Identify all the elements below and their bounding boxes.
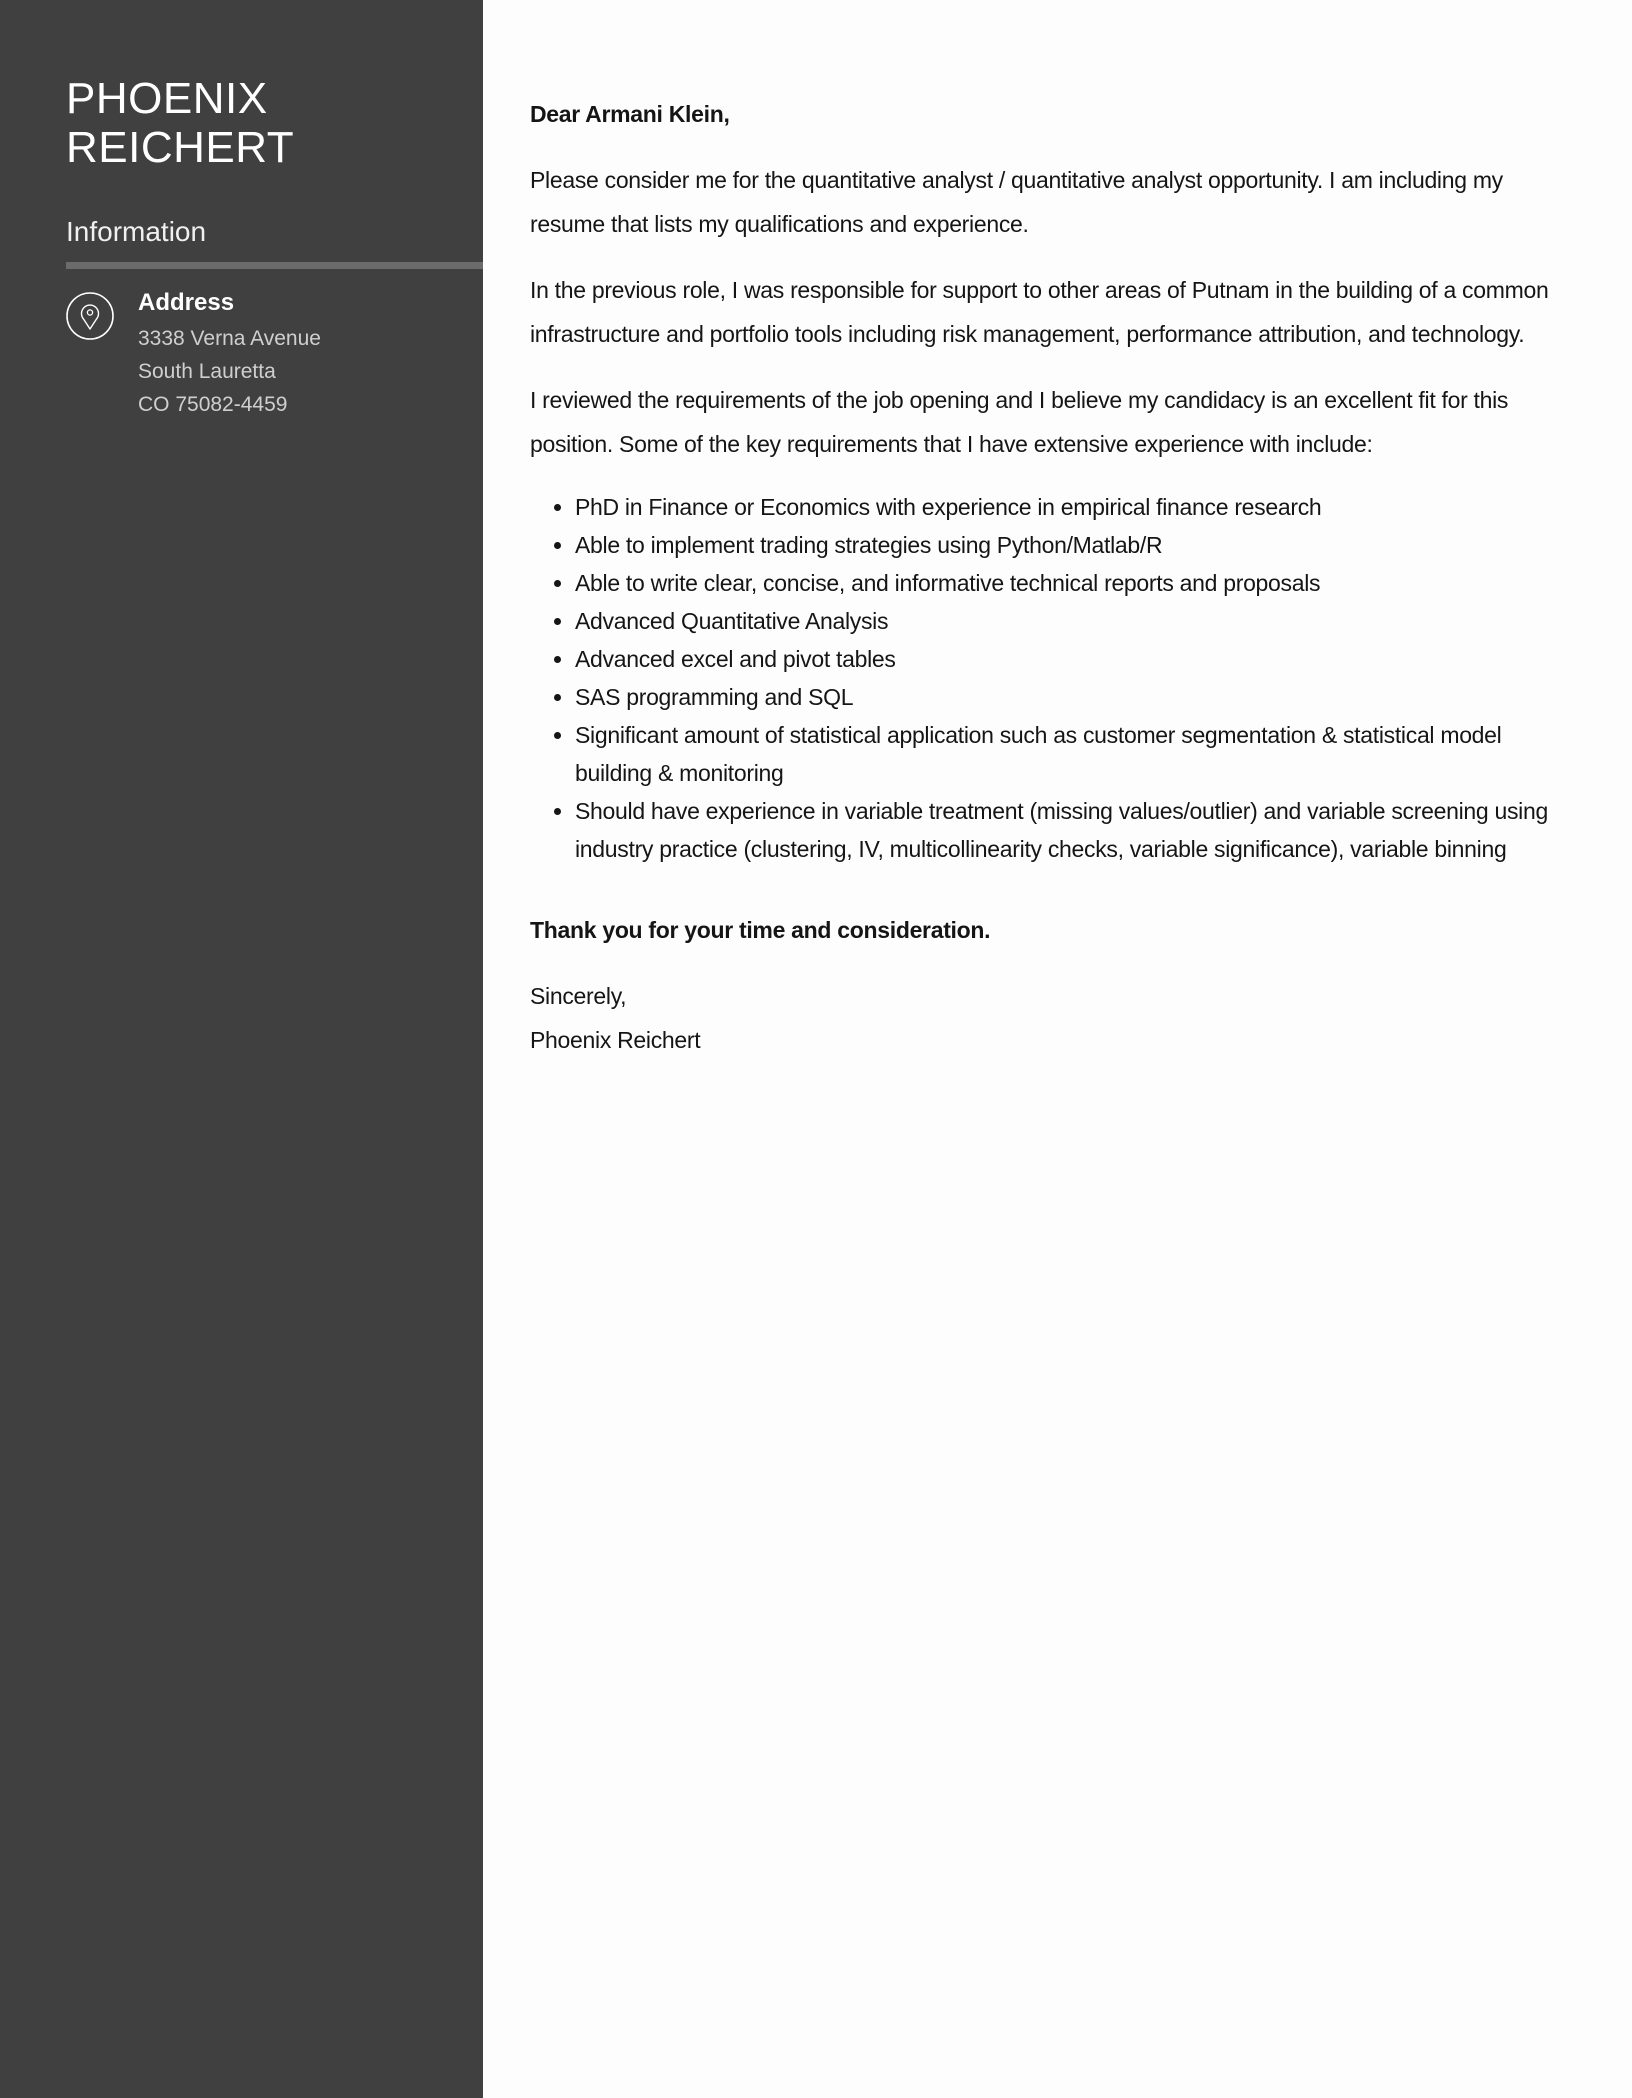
list-item: • Advanced excel and pivot tables [575,640,1575,678]
address-label: Address [138,289,235,316]
list-item: • Significant amount of statistical application such as customer segmentation & statistical model building & monitoring [575,716,1575,792]
letter-body [530,92,1575,1062]
list-item: • Able to write clear, concise, and informative technical reports and proposals [575,564,1575,602]
information-heading: Information [66,216,207,247]
paragraph: Please consider me for the quantitative analyst / quantitative analyst opportunity. I am including my resume that lists my qualifications and experience. [530,167,1503,237]
signature-block [530,974,1575,1062]
list-item: • Able to implement trading strategies using Python/Matlab/R [575,526,1575,564]
list-item: • Should have experience in variable treatment (missing values/outlier) and variable screening using industry practice (clustering, IV, multicollinearity checks, variable significance), variable binning [575,792,1575,868]
greeting: Dear Armani Klein, [530,101,730,127]
section-divider [66,262,483,269]
requirements-list [530,488,1575,868]
applicant-name [66,74,294,172]
address-city: South Lauretta [138,360,276,383]
name-last: REICHERT [66,123,295,172]
sidebar [0,0,483,2098]
list-item: • SAS programming and SQL [575,678,1575,716]
address-state-zip: CO 75082-4459 [138,393,288,416]
signoff: Sincerely, [530,983,627,1009]
address-street: 3338 Verna Avenue [138,327,321,350]
map-pin-icon [66,292,114,340]
list-item: • PhD in Finance or Economics with experience in empirical finance research [575,488,1575,526]
list-item: • Advanced Quantitative Analysis [575,602,1575,640]
closing-line: Thank you for your time and consideration. [530,917,991,943]
paragraph: I reviewed the requirements of the job opening and I believe my candidacy is an excellent fit for this position. Some of the key requirements that I have extensive experience with include: [530,387,1509,457]
name-first: PHOENIX [66,74,268,123]
signature-name: Phoenix Reichert [530,1027,701,1053]
paragraph: In the previous role, I was responsible for support to other areas of Putnam in the building of a common infrastructure and portfolio tools including risk management, performance attribution, and technology. [530,277,1549,347]
address-value [138,322,321,421]
